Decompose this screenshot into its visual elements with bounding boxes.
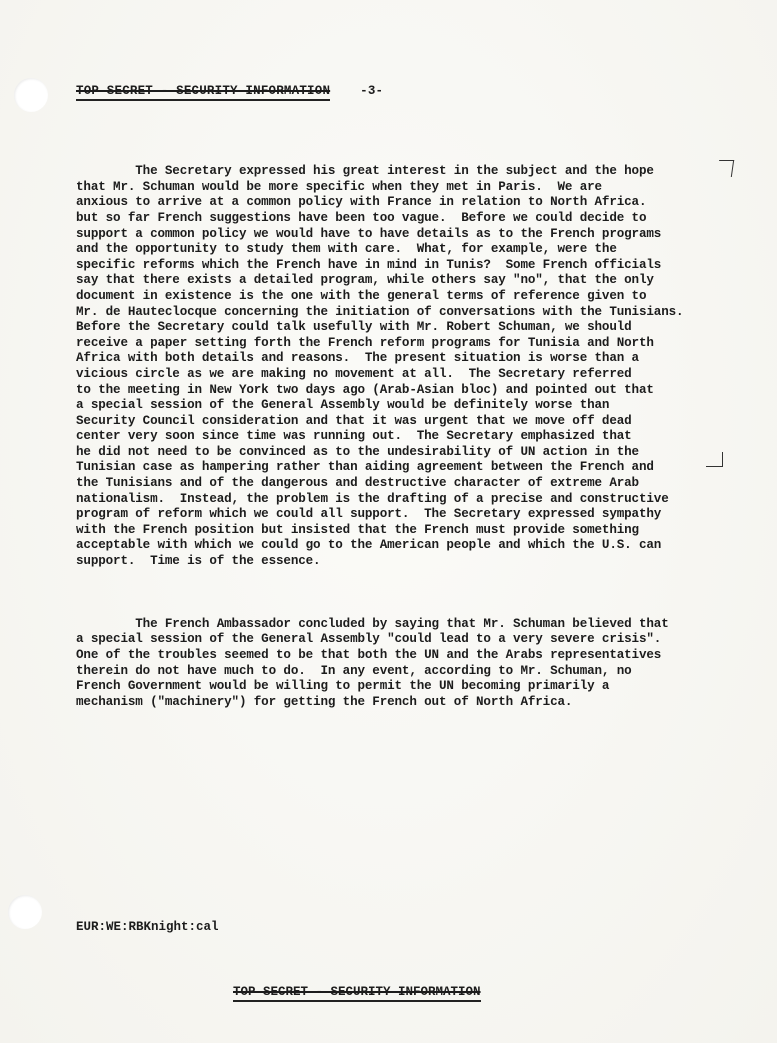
header-classification: TOP SECRET - SECURITY INFORMATION — [76, 84, 330, 101]
drafter-reference: EUR:WE:RBKnight:cal — [76, 920, 219, 934]
page-footer — [233, 985, 481, 999]
margin-mark — [717, 160, 734, 177]
punch-hole — [14, 78, 48, 112]
memo-body — [76, 133, 716, 742]
footer-classification: TOP SECRET - SECURITY INFORMATION — [233, 985, 481, 1002]
paragraph: The French Ambassador concluded by saying that Mr. Schuman believed that a special session of the General Assembly "could lead to a very severe crisis". One of the troubles seemed to be that both the UN and the Arabs representatives therein do not have much to do. In any event, according to Mr. Schuman, no French Government would be willing to permit the UN becoming primarily a mechanism ("machinery") for getting the French out of North Africa. — [76, 616, 669, 709]
page-header — [76, 84, 383, 98]
page-number: -3- — [360, 84, 384, 98]
margin-mark — [706, 452, 723, 467]
punch-hole — [8, 895, 42, 929]
paragraph: The Secretary expressed his great interest in the subject and the hope that Mr. Schuman would be more specific when they met in Paris. We are anxious to arrive at a common policy with France in relation to North Africa. but so far French suggestions have been too vague. Before we could decide to support a common policy we would have to have details as to the French programs and the opportunity to study them with care. What, for example, were the specific reforms which the French have in mind in Tunis? Some French officials say that there exists a detailed program, while others say "no", that the only document in existence is the one with the general terms of reference given to Mr. de Hauteclocque concerning the initiation of conversations with the Tunisians. Before the Secretary could talk usefully with Mr. Robert Schuman, we should receive a paper setting forth the French reform programs for Tunisia and North Africa with both details and reasons. The present situation is worse than a vicious circle as we are making no movement at all. The Secretary referred to the meeting in New York two days ago (Arab-Asian bloc) and pointed out that a special session of the General Assembly would be definitely worse than Security Council consideration and that it was urgent that we move off dead center very soon since time was running out. The Secretary emphasized that he did not need to be convinced as to the undesirability of UN action in the Tunisian case as hampering rather than aiding agreement between the French and the Tunisians and of the dangerous and destructive character of extreme Arab nationalism. Instead, the problem is the drafting of a precise and constructive program of reform which we could all support. The Secretary expressed sympathy with the French position but insisted that the French must provide something acceptable with which we could go to the American people and which the U.S. can support. Time is of the essence. — [76, 164, 684, 569]
